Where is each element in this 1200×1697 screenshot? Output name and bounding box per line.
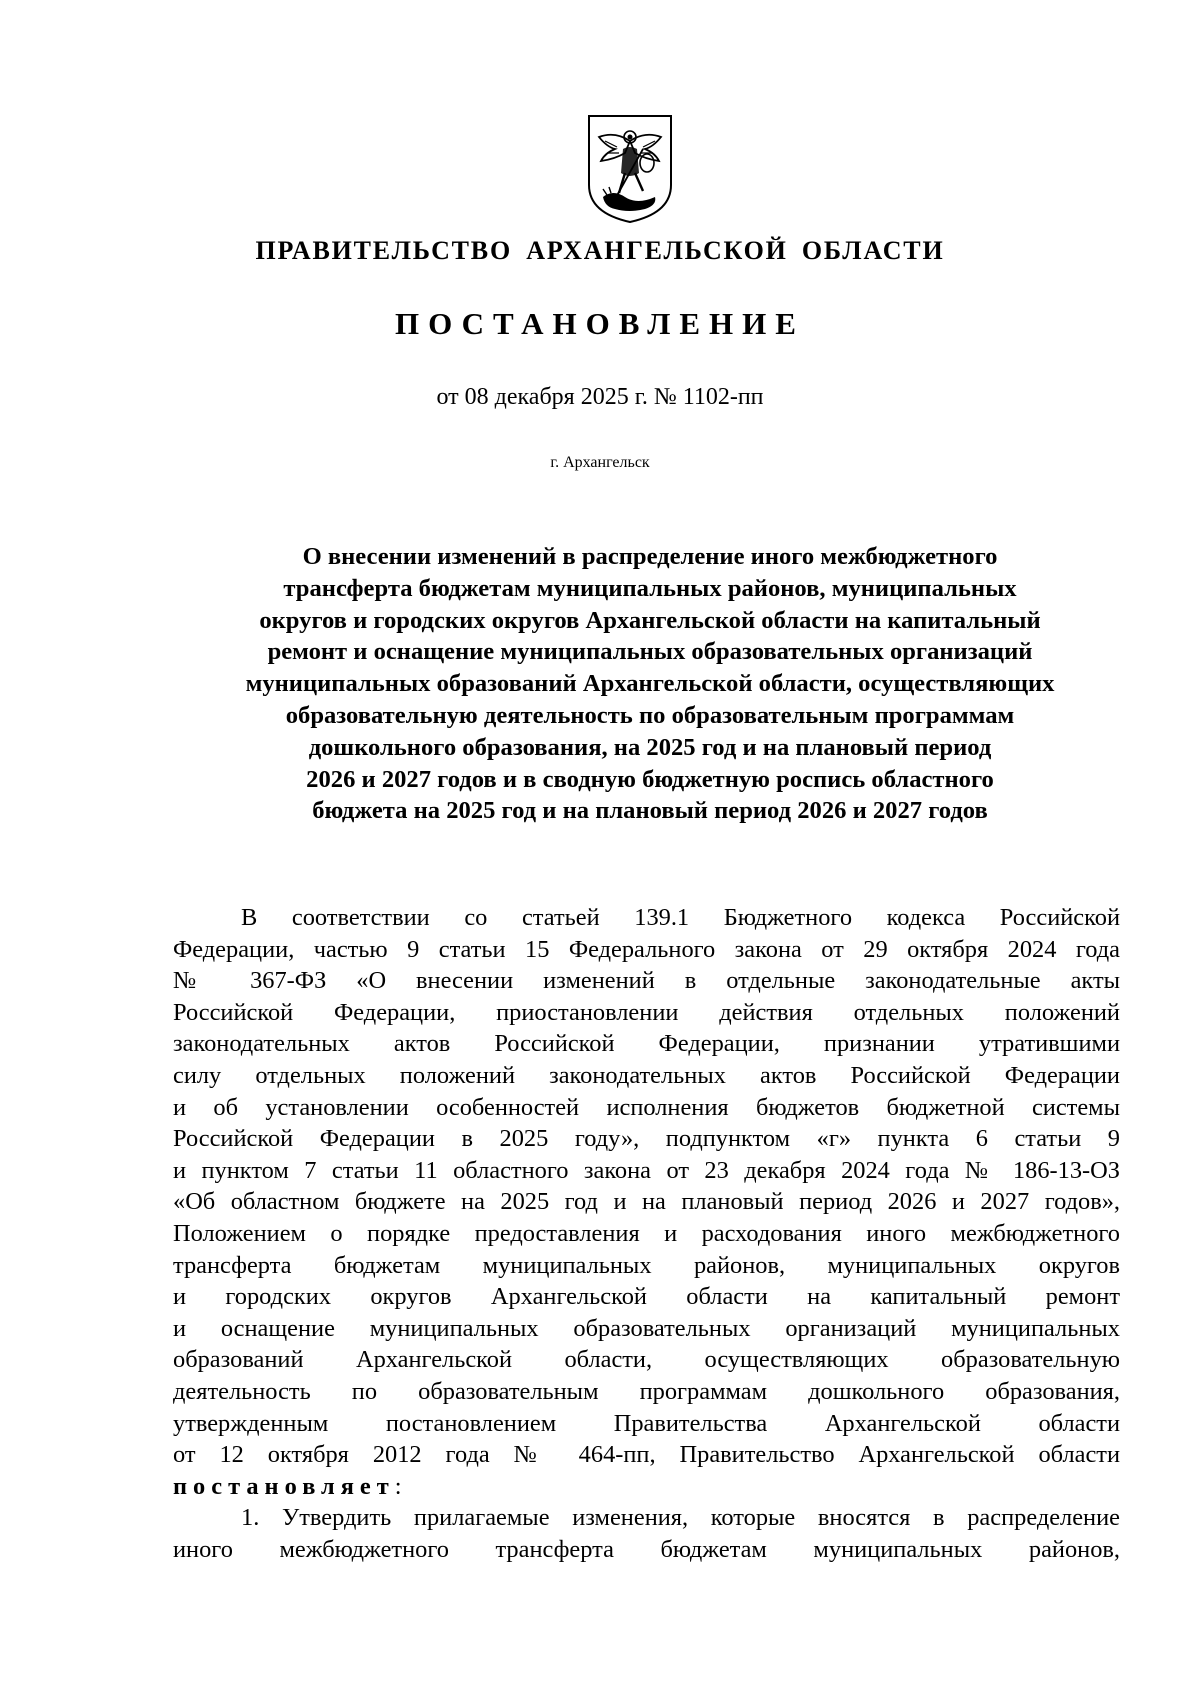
body-line: деятельность по образовательным программам дошкольного образования,	[173, 1377, 1120, 1405]
body-line: утвержденным постановлением Правительства Архангельской области	[173, 1409, 1120, 1437]
document-body	[173, 902, 1120, 1565]
body-line: силу отдельных положений законодательных актов Российской Федерации	[173, 1061, 1120, 1089]
subject-line: образовательную деятельность по образовательным программам	[285, 701, 1015, 729]
organization-title: ПРАВИТЕЛЬСТВО АРХАНГЕЛЬСКОЙ ОБЛАСТИ	[255, 236, 945, 265]
subject-line: округов и городских округов Архангельской области на капитальный	[259, 606, 1041, 634]
body-line: № 367-ФЗ «О внесении изменений в отдельные законодательные акты	[173, 967, 1120, 995]
body-line: Федерации, частью 9 статьи 15 Федерального закона от 29 октября 2024 года	[173, 935, 1120, 963]
document-date-number: от 08 декабря 2025 г. № 1102-пп	[436, 384, 764, 410]
body-line: образований Архангельской области, осуществляющих образовательную	[173, 1346, 1120, 1374]
resolves-word: постановляет	[173, 1472, 395, 1500]
item-line: иного межбюджетного трансферта бюджетам муниципальных районов,	[173, 1535, 1120, 1563]
document-subject	[160, 541, 1140, 827]
subject-line: ремонт и оснащение муниципальных образовательных организаций	[267, 638, 1033, 666]
subject-line: О внесении изменений в распределение иного межбюджетного	[302, 543, 998, 570]
body-line: Российской Федерации, приостановлении действия отдельных положений	[173, 998, 1120, 1026]
subject-line: 2026 и 2027 годов и в сводную бюджетную роспись областного	[306, 765, 994, 793]
resolves-colon: :	[394, 1472, 402, 1500]
body-line: и оснащение муниципальных образовательных организаций муниципальных	[173, 1314, 1120, 1342]
subject-line: трансферта бюджетам муниципальных районов, муниципальных	[283, 574, 1017, 602]
body-line: трансферта бюджетам муниципальных районов, муниципальных округов	[173, 1251, 1120, 1279]
body-line: В соответствии со статьей 139.1 Бюджетного кодекса Российской	[241, 904, 1120, 931]
body-line: законодательных актов Российской Федерации, признании утратившими	[173, 1030, 1120, 1058]
body-line: Российской Федерации в 2025 году», подпунктом «г» пункта 6 статьи 9	[173, 1125, 1120, 1153]
subject-line: бюджета на 2025 год и на плановый период 2026 и 2027 годов	[312, 797, 988, 825]
subject-line: муниципальных образований Архангельской области, осуществляющих	[245, 670, 1055, 698]
body-line: и об установлении особенностей исполнения бюджетов бюджетной системы	[173, 1093, 1120, 1121]
body-line: Положением о порядке предоставления и расходования иного межбюджетного	[173, 1219, 1120, 1247]
body-line: и городских округов Архангельской области на капитальный ремонт	[173, 1283, 1120, 1311]
body-line: от 12 октября 2012 года № 464-пп, Правительство Архангельской области	[173, 1441, 1120, 1469]
item-line: 1. Утвердить прилагаемые изменения, которые вносятся в распределение	[241, 1504, 1120, 1532]
document-type: ПОСТАНОВЛЕНИЕ	[395, 306, 805, 341]
body-line: и пунктом 7 статьи 11 областного закона от 23 декабря 2024 года № 186-13-ОЗ	[173, 1156, 1120, 1184]
resolves-line	[173, 1471, 1120, 1503]
coat-of-arms-icon	[585, 113, 675, 225]
subject-line: дошкольного образования, на 2025 год и на плановый период	[308, 733, 992, 761]
body-line: «Об областном бюджете на 2025 год и на плановый период 2026 и 2027 годов»,	[173, 1188, 1120, 1216]
document-city: г. Архангельск	[550, 454, 650, 471]
